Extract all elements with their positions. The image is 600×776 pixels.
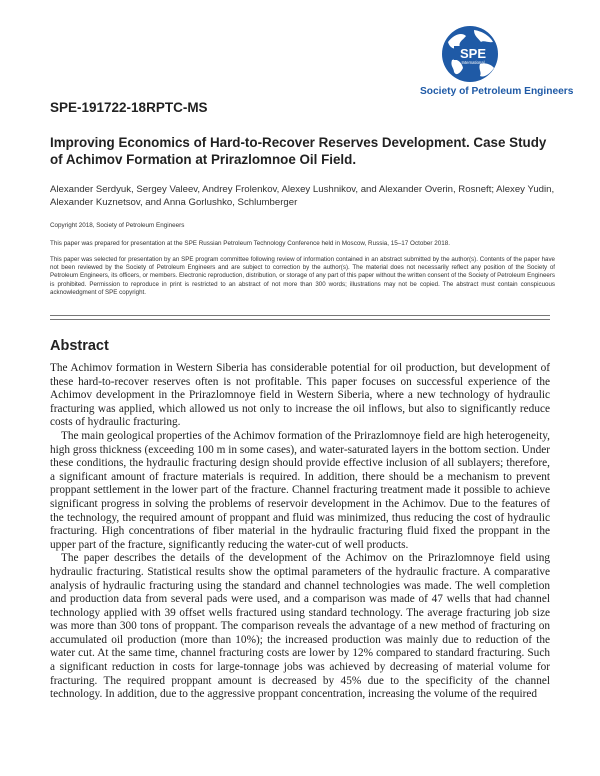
- spe-logo: [420, 24, 574, 102]
- divider-rule: [50, 315, 550, 316]
- abstract-paragraph: The main geological properties of the Achimov formation of the Prirazlomnoye field are high heterogeneity, high gross thickness (exceeding 100 m in some cases), and water-saturated layers in the bottom section. Under these conditions, the hydraulic fracturing design should provide effective inclusion of all sublayers; therefore, a significant amount of fracture materials is required. In addition, there should be a mechanism to prevent proppant settlement in the lower part of the fracture. Channel fracturing treatment made it possible to achieve significant progress in solving the problems of reservoir development in the Achimov. Due to the features of the technology, the required amount of proppant and fluid was minimized, thus reducing the cost of hydraulic fracturing. High concentrations of fiber material in the hydraulic fracturing fluid fixed the proppant in the upper part of the fracture, significantly reducing the water-cut of well products.: [50, 429, 550, 551]
- abstract-paragraph: The Achimov formation in Western Siberia has considerable potential for oil production, but development of these hard-to-recover reserves often is not profitable. This paper focuses on successful experience of the Achimov development in the Prirazlomnoye field in Western Siberia, where a new technology of hydraulic fracturing was applied, which allowed us not only to increase the oil inflows, but also to significantly reduce costs of hydraulic fracturing.: [50, 362, 550, 429]
- divider-rule: [50, 319, 550, 320]
- abstract-heading: Abstract: [50, 338, 109, 354]
- abstract-body: [50, 362, 550, 702]
- logo-subtitle: International: [461, 60, 485, 65]
- abstract-paragraph: The paper describes the details of the development of the Achimov on the Prirazlomnoye field using hydraulic fracturing. Statistical results show the optimal parameters of the hydraulic fracture. A comparative analysis of hydraulic fracturing using the standard and channel technologies was made. The well completion and production data from several pads were used, and a comparison was made of 47 wells that had channel technology applied with 39 offset wells fractured using standard technology. The average fracturing job size was more than 300 tons of proppant. The comparison reveals the advantage of a new method of fracturing on accumulated oil production (more than 10%); the increased production was mainly due to reduction of the water cut. At the same time, channel fracturing costs are lower by 12% compared to standard fracturing. Such a significant reduction in costs for large-tonnage jobs was achieved by decreasing of material volume for fracturing. The required proppant amount is decreased by 45% due to the specificity of the channel technology. In addition, due to the aggressive proppant concentration, increasing the volume of the required: [50, 552, 550, 701]
- copyright-notice: This paper was selected for presentation by an SPE program committee following review of information contained in an abstract submitted by the author(s). Contents of the paper have not been reviewed by the Society of Petroleum Engineers and are subject to correction by the author(s). The material does not necessarily reflect any position of the Society of Petroleum Engineers, its officers, or members. Electronic reproduction, distribution, or storage of any part of this paper without the written consent of the Society of Petroleum Engineers is prohibited. Permission to reproduce in print is restricted to an abstract of not more than 300 words; illustrations may not be copied. The abstract must contain conspicuous acknowledgment of SPE copyright.: [50, 256, 555, 296]
- author-list: Alexander Serdyuk, Sergey Valeev, Andrey Frolenkov, Alexey Lushnikov, and Alexander Overin, Rosneft; Alexey Yudin, Alexander Kuznetsov, and Anna Gorlushko, Schlumberger: [50, 184, 555, 208]
- conference-statement: This paper was prepared for presentation at the SPE Russian Petroleum Technology Conference held in Moscow, Russia, 15–17 October 2018.: [50, 240, 450, 247]
- paper-title: Improving Economics of Hard-to-Recover Reserves Development. Case Study of Achimov Formation at Prirazlomnoe Oil Field.: [50, 135, 547, 167]
- logo-caption: Society of Petroleum Engineers: [420, 86, 574, 97]
- logo-acronym: SPE: [459, 46, 487, 61]
- copyright-line: Copyright 2018, Society of Petroleum Engineers: [50, 222, 185, 229]
- paper-id: SPE-191722-18RPTC-MS: [50, 100, 208, 115]
- globe-logo-icon: [436, 24, 506, 84]
